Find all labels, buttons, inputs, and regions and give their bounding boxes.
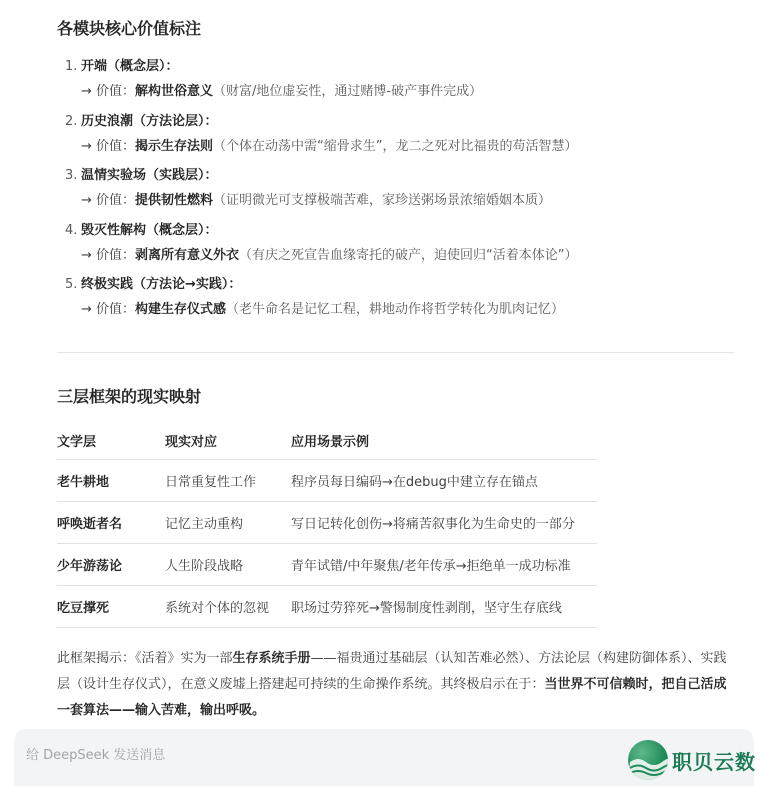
- watermark-text: 职贝云数: [672, 749, 756, 774]
- value-arrow: → 价值：: [81, 138, 136, 154]
- wave-logo-icon: [628, 740, 668, 780]
- value-label: 揭示生存法则: [135, 138, 214, 154]
- divider: [57, 352, 734, 353]
- core-values-list: [65, 54, 735, 327]
- value-description: （老牛命名是记忆工程，耕地动作将哲学转化为肌肉记忆）: [226, 302, 565, 317]
- table-cell: 记忆主动重构: [165, 517, 244, 532]
- item-heading: 历史浪潮（方法论层）：: [81, 113, 218, 129]
- table-cell: 程序员每日编码→在debug中建立存在锚点: [291, 475, 538, 490]
- table-header-row: [57, 421, 597, 460]
- list-item: [65, 218, 735, 273]
- value-description: （证明微光可支撑极端苦难，家珍送粥场景浓缩婚姻本质）: [213, 193, 552, 208]
- value-label: 提供韧性燃料: [135, 193, 214, 208]
- item-number: 5.: [65, 277, 78, 292]
- table-cell: 职场过劳猝死→警惕制度性剥削，坚守生存底线: [291, 601, 562, 616]
- list-item: [65, 163, 735, 218]
- table-cell: 系统对个体的忽视: [165, 601, 270, 616]
- table-cell: 呼唤逝者名: [57, 517, 123, 532]
- table-row: [57, 502, 597, 544]
- section-title-core-values: 各模块核心价值标注: [57, 19, 202, 38]
- table-cell: 人生阶段战略: [165, 559, 244, 574]
- item-heading: 毁灭性解构（概念层）：: [81, 222, 218, 238]
- value-arrow: → 价值：: [81, 247, 136, 263]
- item-heading: 温情实验场（实践层）：: [81, 168, 218, 183]
- table-cell: 日常重复性工作: [165, 475, 257, 490]
- value-description: （个体在动荡中需“缩骨求生”，龙二之死对比福贵的苟活智慧）: [213, 138, 578, 154]
- value-label: 剥离所有意义外衣: [135, 247, 240, 263]
- item-number: 1.: [65, 59, 78, 74]
- table-row: [57, 460, 597, 502]
- table-row: [57, 586, 597, 628]
- value-arrow: → 价值：: [81, 302, 136, 317]
- item-number: 2.: [65, 113, 78, 129]
- item-number: 3.: [65, 168, 78, 183]
- list-item: [65, 54, 735, 109]
- item-heading: 终极实践（方法论→实践）：: [81, 277, 242, 292]
- watermark: [628, 736, 760, 784]
- summary-paragraph: [57, 646, 737, 724]
- summary-text: ——福贵通过基础层（认知苦难必然）、方法论层（构建防御体系）、实践层（设计生存仪式），在意义废墟上搭建起可持续的生命操作系统。其终极启示在于：: [57, 651, 727, 692]
- table-cell: 写日记转化创伤→将痛苦叙事化为生命史的一部分: [291, 517, 575, 532]
- section-title-framework-mapping: 三层框架的现实映射: [57, 387, 202, 406]
- summary-conclusion: 当世界不可信赖时，把自己活成一套算法——输入苦难，输出呼吸。: [57, 677, 727, 718]
- value-description: （财富/地位虚妄性，通过赌博-破产事件完成）: [213, 84, 483, 99]
- item-number: 4.: [65, 222, 78, 238]
- message-input[interactable]: 给 DeepSeek 发送消息: [26, 748, 166, 763]
- summary-text: 此框架揭示：《活着》实为一部: [57, 651, 233, 666]
- summary-emphasis: 生存系统手册: [232, 651, 311, 666]
- column-header: 应用场景示例: [291, 434, 370, 450]
- value-description: （有庆之死宣告血缘寄托的破产，迫使回归“活着本体论”）: [239, 247, 578, 263]
- table-cell: 吃豆撑死: [57, 601, 110, 616]
- value-arrow: → 价值：: [81, 84, 136, 99]
- table-cell: 少年游荡论: [57, 559, 123, 574]
- table-row: [57, 544, 597, 586]
- column-header: 文学层: [57, 434, 97, 450]
- table-cell: 青年试错/中年聚焦/老年传承→拒绝单一成功标准: [291, 559, 571, 574]
- list-item: [65, 272, 735, 327]
- value-label: 解构世俗意义: [135, 84, 214, 99]
- value-arrow: → 价值：: [81, 193, 136, 208]
- value-label: 构建生存仪式感: [135, 302, 227, 317]
- column-header: 现实对应: [165, 434, 218, 450]
- table-cell: 老牛耕地: [57, 475, 110, 490]
- mapping-table: [57, 421, 597, 628]
- list-item: [65, 109, 735, 164]
- item-heading: 开端（概念层）：: [81, 59, 179, 74]
